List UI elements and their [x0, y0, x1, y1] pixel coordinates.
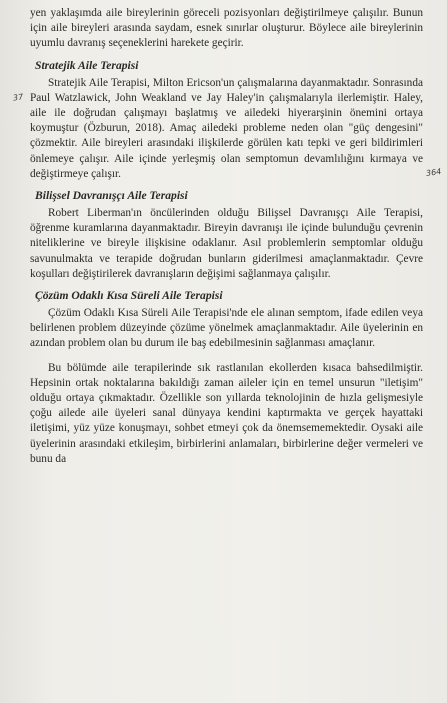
- section-heading-strategic: Stratejik Aile Terapisi: [35, 58, 139, 72]
- handwritten-margin-note-left: 37: [12, 92, 24, 103]
- intro-paragraph: yen yaklaşımda aile bireylerinin göreceli pozisyonları değiştirilmeye çalışılır. Bunun için aile bireyleri arasında saydam, esnek sınırlar oluşturur. Böylece aile bireylerinin uyumlu davranış seçeneklerini harekete geçirir.: [30, 7, 423, 50]
- section-body-strategic: Stratejik Aile Terapisi, Milton Ericson'un çalışmalarına dayanmaktadır. Sonrasında Paul Watzlawick, John Weakland ve Jay Haley'in çalışmalarıyla ilerlemiştir. Haley, aile ile doğrudan çalışmayı başlatmış ve ailedeki hiyerarşinin önemini ortaya koymuştur (Özburun, 2018). Amaç ailedeki probleme neden olan "güç dengesini" çözmektir. Aile bireyleri arasındaki ilişkilerde görülen katı tepki ve geri bildirimleri önlemeye çalışır. Aile içinde yerleşmiş olan semptomun devamlılığını kırmaya ve değiştirmeye çalışır.: [30, 76, 423, 180]
- section-body-cognitive: Robert Liberman'ın öncülerinden olduğu Bilişsel Davranışçı Aile Terapisi, öğrenme kuramlarına dayanmaktadır. Bireyin davranışı ile içinde bulunduğu çevrenin niteliklerine ve bireyle ilişkisine odaklanır. Asıl problemlerin semptomlar olduğu savunulmakta ve terapide doğrudan bunların giderilmesi amaçlanmaktadır. Çevre koşulları değiştirilerek davranışların değişimi sağlanmaya çalışılır.: [30, 207, 423, 280]
- closing-paragraph: Bu bölümde aile terapilerinde sık rastlanılan ekollerden kısaca bahsedilmiştir. Hepsinin ortak noktalarına bakıldığı zaman aileler için en temel unsurun "iletişim" olduğu ortaya çıkmaktadır. Özellikle son yıllarda teknolojinin de hızla gelişmesiyle çoğu ailede aile üyeleri sanal dünyaya kendini kaptırmakta ve gerçek hayattaki iletişimi, yüz yüze konuşmayı, sohbet etmeyi çok da önemsememektedir. Oysaki aile üyelerinin arasındaki etkileşim, birbirlerini anlamaları, birbirlerine değer vermeleri ve bunu da: [30, 361, 423, 465]
- section-body-solution-focused: Çözüm Odaklı Kısa Süreli Aile Terapisi'nde ele alınan semptom, ifade edilen veya belirlenen problem düzeyinde çözüme yönelmek amaçlanmaktadır. Aile üyelerinin en azından problem olan bu durum ile baş edebilmesinin sağlanması amaçlanır.: [30, 307, 423, 350]
- section-heading-cognitive: Bilişsel Davranışçı Aile Terapisi: [35, 189, 188, 203]
- section-heading-solution-focused: Çözüm Odaklı Kısa Süreli Aile Terapisi: [35, 289, 223, 303]
- handwritten-margin-note-right: 364: [425, 166, 442, 179]
